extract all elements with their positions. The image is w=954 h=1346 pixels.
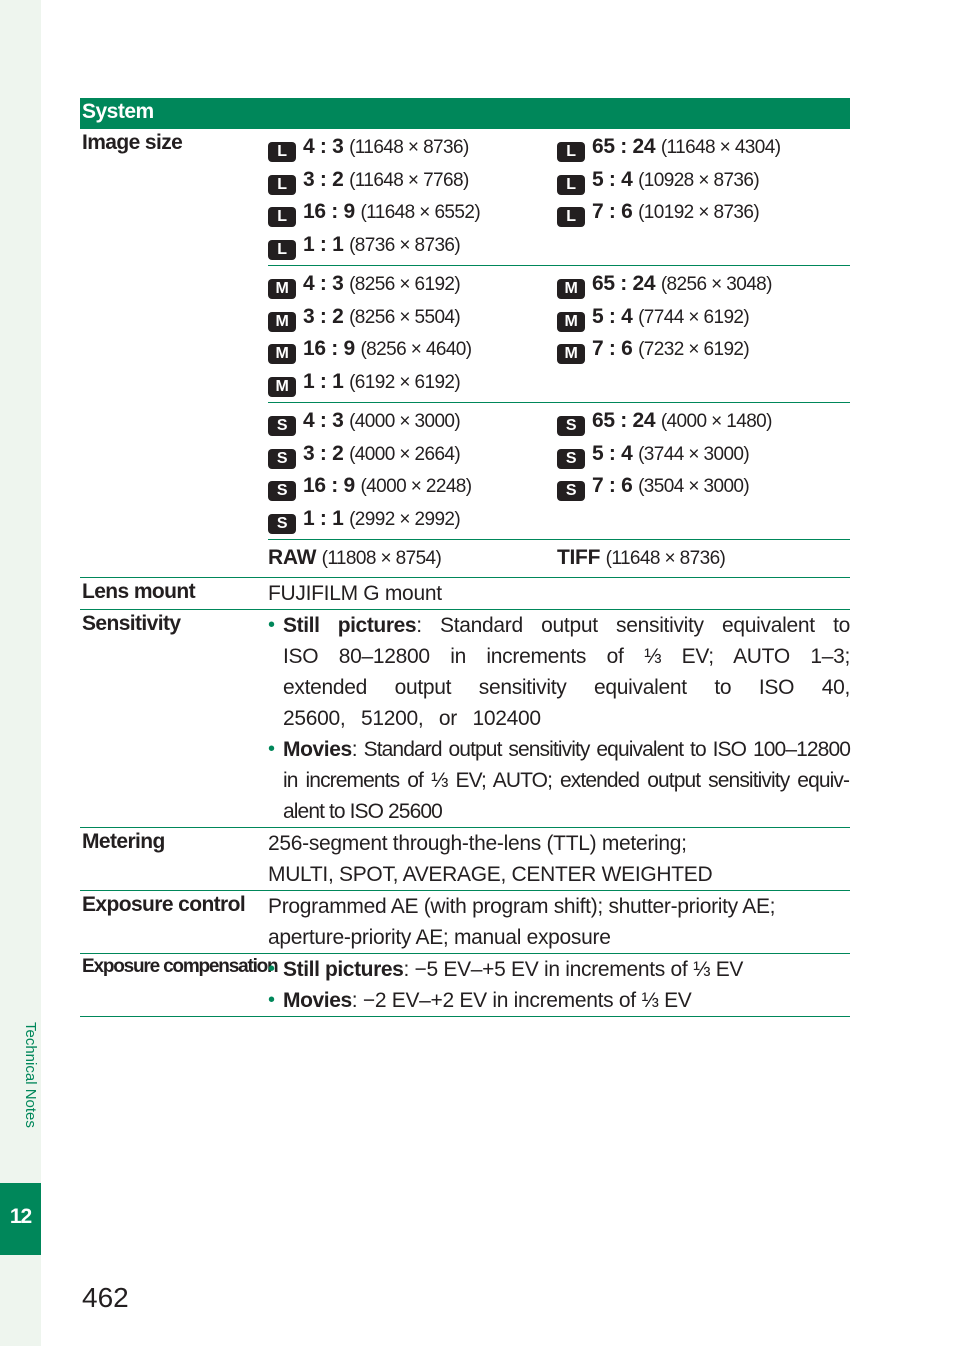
aspect-ratio: 3 : 2: [303, 441, 344, 465]
tiff-size: [557, 542, 850, 577]
chapter-number: 12: [9, 1205, 32, 1228]
size-block-m: [268, 266, 850, 403]
size-option: [268, 196, 557, 229]
spec-row-image-size: [80, 129, 850, 578]
pixel-dimensions: (7744 × 6192): [638, 306, 750, 328]
bullet-item: [268, 985, 850, 1016]
pixel-dimensions: (10928 × 8736): [638, 169, 760, 191]
bullet-text: : −2 EV–+2 EV in increments of ⅓ EV: [351, 989, 692, 1012]
size-column: [557, 131, 850, 261]
row-value: [268, 891, 850, 953]
row-label: Exposure compensation: [82, 956, 278, 977]
aspect-ratio: 65 : 24: [592, 135, 656, 158]
spec-table: [80, 98, 850, 1017]
lens-mount-value: FUJIFILM G mount: [268, 582, 442, 605]
size-option: [268, 366, 557, 399]
value-line: Programmed AE (with program shift); shutter-priority AE;: [268, 895, 776, 918]
spec-row-lens-mount: [80, 578, 850, 610]
row-label: Metering: [82, 830, 165, 853]
spec-row-exposure-control: [80, 891, 850, 954]
pixel-dimensions: (4000 × 2248): [360, 476, 472, 497]
size-column: [268, 405, 557, 535]
size-badge-icon: M: [557, 344, 585, 364]
value-line: 256-segment through-the-lens (TTL) metering;: [268, 832, 687, 855]
aspect-ratio: 5 : 4: [592, 441, 633, 465]
aspect-ratio: 65 : 24: [592, 409, 656, 432]
aspect-ratio: 16 : 9: [303, 474, 355, 497]
row-value: [268, 610, 850, 827]
pixel-dimensions: (8256 × 5504): [349, 306, 461, 328]
size-badge-icon: M: [268, 312, 296, 332]
pixel-dimensions: (11648 × 8736): [605, 548, 726, 569]
size-column: [557, 405, 850, 535]
size-badge-icon: L: [557, 207, 585, 227]
size-option: [268, 333, 557, 366]
bullet-term: Movies: [283, 738, 352, 761]
pixel-dimensions: (8736 × 8736): [349, 234, 461, 256]
size-option: [268, 164, 557, 197]
size-badge-icon: L: [268, 207, 296, 227]
size-option: [268, 268, 557, 301]
aspect-ratio: 4 : 3: [303, 409, 344, 432]
chapter-label: Technical Notes: [22, 1022, 39, 1128]
pixel-dimensions: (3744 × 3000): [638, 443, 750, 465]
aspect-ratio: 7 : 6: [592, 200, 633, 223]
bullet-term: Still pictures: [283, 614, 417, 637]
size-option: [557, 301, 850, 334]
size-option: [268, 301, 557, 334]
pixel-dimensions: (11648 × 7768): [349, 169, 469, 191]
pixel-dimensions: (4000 × 2664): [349, 443, 461, 465]
size-badge-icon: S: [268, 514, 296, 534]
bullet-text: : Standard output sensitivity equivalent to ISO 100–12800 in increments of ⅓ EV; AUTO; extended output sensitivity equivalent to ISO 25600: [283, 738, 850, 823]
size-badge-icon: S: [557, 416, 585, 436]
size-badge-icon: L: [268, 240, 296, 260]
row-value: [268, 828, 850, 890]
size-option: [557, 405, 850, 438]
pixel-dimensions: (11648 × 6552): [360, 202, 481, 223]
pixel-dimensions: (6192 × 6192): [349, 371, 461, 393]
pixel-dimensions: (4000 × 3000): [349, 411, 461, 432]
size-option: [557, 196, 850, 229]
row-value: [268, 578, 850, 609]
pixel-dimensions: (8256 × 6192): [349, 274, 461, 295]
aspect-ratio: 7 : 6: [592, 474, 633, 497]
pixel-dimensions: (7232 × 6192): [638, 339, 750, 360]
size-badge-icon: S: [557, 449, 585, 469]
pixel-dimensions: (11648 × 8736): [349, 137, 469, 158]
size-option: [557, 131, 850, 164]
size-badge-icon: M: [557, 312, 585, 332]
bullet-item: [268, 734, 850, 827]
size-option: [268, 229, 557, 262]
pixel-dimensions: (4000 × 1480): [660, 411, 772, 432]
section-header: System: [80, 98, 850, 129]
bullet-term: Still pictures: [283, 958, 404, 981]
aspect-ratio: 1 : 1: [303, 369, 344, 393]
aspect-ratio: 16 : 9: [303, 200, 355, 223]
aspect-ratio: 5 : 4: [592, 167, 633, 191]
size-badge-icon: M: [557, 279, 585, 299]
pixel-dimensions: (11648 × 4304): [660, 137, 781, 158]
pixel-dimensions: (8256 × 3048): [660, 274, 772, 295]
size-badge-icon: M: [268, 279, 296, 299]
size-option: [557, 333, 850, 366]
bullet-text: : Standard output sensitivity equivalent to ISO 80–12800 in increments of ⅓ EV; AUTO 1–3; extended output sensitivity equivalent to ISO 40, 25600, 51200, or 102400: [283, 614, 850, 730]
format-name: TIFF: [557, 546, 601, 569]
pixel-dimensions: (2992 × 2992): [349, 508, 461, 530]
aspect-ratio: 4 : 3: [303, 272, 344, 295]
aspect-ratio: 5 : 4: [592, 304, 633, 328]
aspect-ratio: 4 : 3: [303, 135, 344, 158]
aspect-ratio: 16 : 9: [303, 337, 355, 360]
size-badge-icon: M: [268, 344, 296, 364]
row-value: [268, 954, 850, 1016]
size-block-s: [268, 403, 850, 540]
size-option: [268, 503, 557, 536]
size-badge-icon: S: [557, 481, 585, 501]
bullet-item: [268, 610, 850, 734]
size-column: [268, 268, 557, 398]
aspect-ratio: 3 : 2: [303, 167, 344, 191]
size-option: [557, 438, 850, 471]
size-option: [268, 470, 557, 503]
aspect-ratio: 3 : 2: [303, 304, 344, 328]
page-number: 462: [82, 1282, 129, 1313]
format-row: [268, 540, 850, 577]
row-label: Exposure control: [82, 893, 246, 916]
aspect-ratio: 7 : 6: [592, 337, 633, 360]
size-option: [557, 268, 850, 301]
size-badge-icon: S: [268, 416, 296, 436]
value-line: aperture-priority AE; manual exposure: [268, 926, 611, 949]
pixel-dimensions: (10192 × 8736): [638, 202, 760, 223]
value-line: MULTI, SPOT, AVERAGE, CENTER WEIGHTED: [268, 863, 713, 886]
aspect-ratio: 65 : 24: [592, 272, 656, 295]
spec-row-metering: [80, 828, 850, 891]
size-column: [268, 131, 557, 261]
bullet-item: [268, 954, 850, 985]
size-badge-icon: M: [268, 377, 296, 397]
row-label: Image size: [82, 131, 183, 154]
raw-size: [268, 542, 557, 577]
size-badge-icon: L: [557, 175, 585, 195]
size-badge-icon: S: [268, 481, 296, 501]
size-option: [268, 405, 557, 438]
pixel-dimensions: (11808 × 8754): [321, 548, 442, 569]
size-badge-icon: L: [268, 175, 296, 195]
size-column: [557, 268, 850, 398]
size-badge-icon: L: [557, 142, 585, 162]
format-name: RAW: [268, 546, 317, 569]
bullet-text: : −5 EV–+5 EV in increments of ⅓ EV: [403, 958, 744, 981]
size-option: [268, 438, 557, 471]
row-label: Lens mount: [82, 580, 195, 603]
image-size-values: [268, 129, 850, 577]
pixel-dimensions: (3504 × 3000): [638, 476, 750, 497]
aspect-ratio: 1 : 1: [303, 506, 344, 530]
size-option: [557, 164, 850, 197]
size-option: [268, 131, 557, 164]
pixel-dimensions: (8256 × 4640): [360, 339, 472, 360]
size-block-l: [268, 129, 850, 266]
size-badge-icon: L: [268, 142, 296, 162]
bullet-term: Movies: [283, 989, 352, 1012]
size-badge-icon: S: [268, 449, 296, 469]
aspect-ratio: 1 : 1: [303, 232, 344, 256]
row-label: Sensitivity: [82, 612, 181, 635]
size-option: [557, 470, 850, 503]
spec-row-exposure-compensation: [80, 954, 850, 1017]
spec-row-sensitivity: [80, 610, 850, 828]
